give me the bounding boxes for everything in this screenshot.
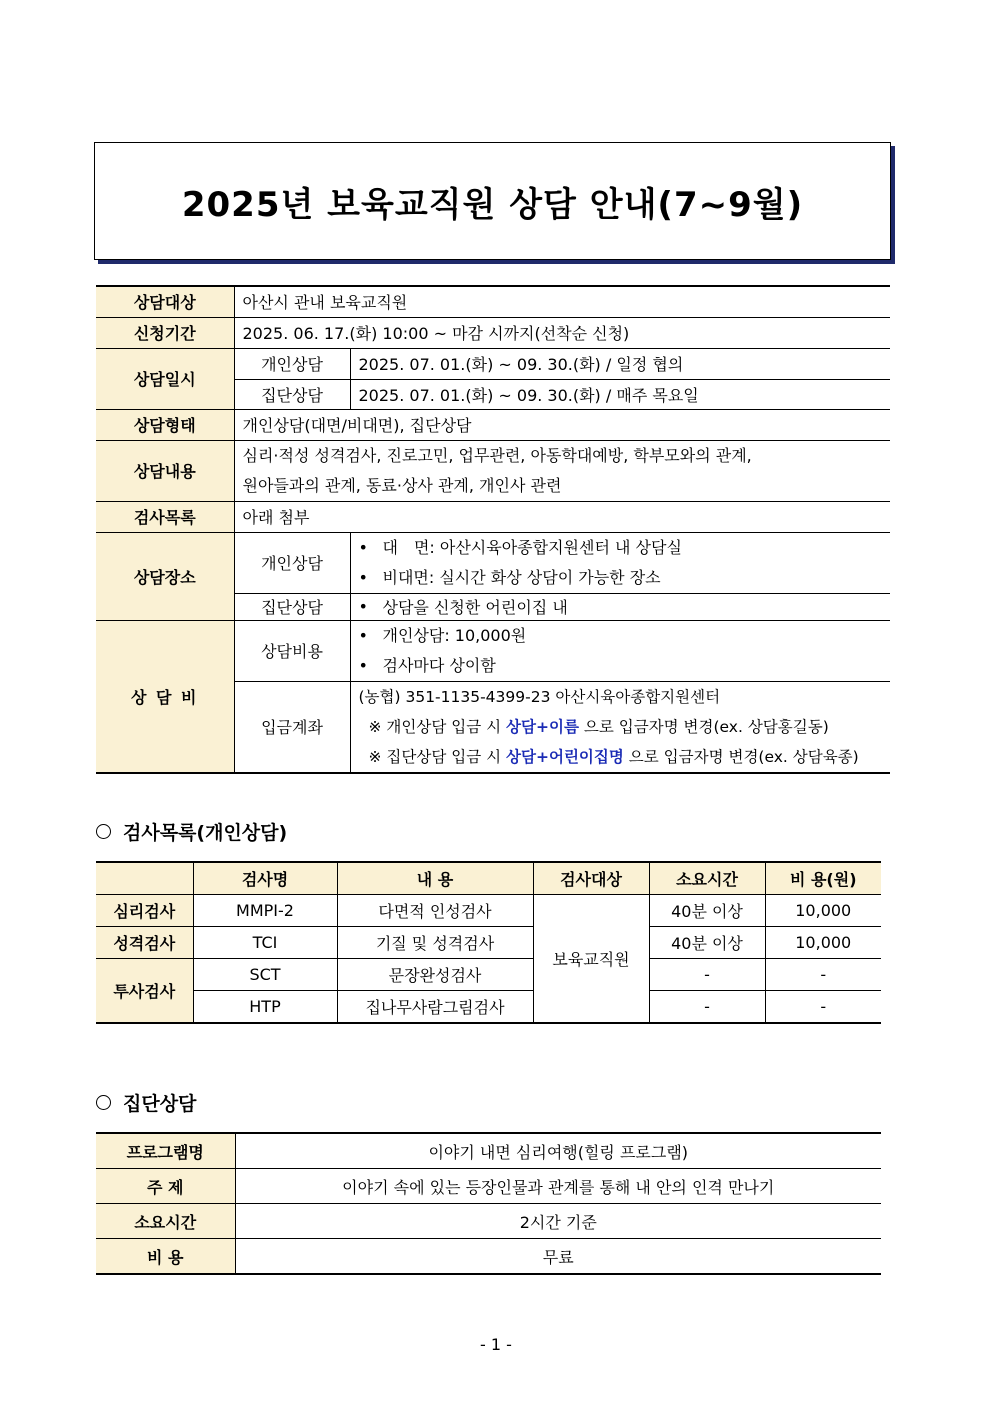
title-box — [94, 142, 891, 260]
fee-account-value — [350, 681, 890, 773]
note-group-pre: ※ 집단상담 입금 시 — [368, 747, 502, 766]
content-line-1: 심리·적성 성격검사, 진로고민, 업무관련, 아동학대예방, 학부모와의 관계, — [242, 445, 752, 465]
group-section-heading — [96, 1089, 196, 1116]
account-line: (농협) 351-1135-4399-23 아산시육아종합지원센터 — [358, 687, 721, 706]
fee-cost-1: 개인상담: 10,000원 — [382, 625, 527, 645]
header-cell: 검사명 — [193, 862, 337, 895]
test-category: 성격검사 — [96, 927, 193, 959]
table-row — [96, 991, 881, 1024]
test-category: 심리검사 — [96, 895, 193, 927]
group-value: 무료 — [235, 1239, 881, 1275]
test-desc: 기질 및 성격검사 — [337, 927, 533, 959]
group-label: 프로그램명 — [96, 1133, 235, 1169]
schedule-label: 상담일시 — [96, 348, 234, 409]
row-schedule-individual — [96, 348, 890, 379]
test-name: HTP — [193, 991, 337, 1024]
bullet-icon: • — [358, 537, 368, 557]
type-label: 상담형태 — [96, 409, 234, 440]
header-cell: 소요시간 — [649, 862, 765, 895]
note-group-post: 으로 입금자명 변경(ex. 상담육종) — [628, 747, 859, 766]
table-row — [96, 1169, 881, 1204]
note-individual-highlight: 상담+이름 — [506, 717, 579, 736]
fee-label: 상 담 비 — [96, 620, 234, 773]
group-heading-text: 집단상담 — [123, 1093, 197, 1115]
tests-section-heading — [96, 818, 287, 845]
test-desc: 집나무사람그림검사 — [337, 991, 533, 1024]
row-testlist — [96, 501, 890, 532]
test-time: - — [649, 991, 765, 1024]
fee-cost-2: 검사마다 상이함 — [382, 655, 496, 675]
table-row — [96, 927, 881, 959]
bullet-icon: • — [358, 655, 368, 675]
test-time: 40분 이상 — [649, 895, 765, 927]
content-value — [234, 440, 890, 501]
fee-account-label: 입금계좌 — [234, 681, 350, 773]
table-row — [96, 1133, 881, 1169]
test-desc: 문장완성검사 — [337, 959, 533, 991]
bullet-icon: • — [358, 597, 368, 616]
table-row — [96, 959, 881, 991]
info-table — [96, 285, 890, 774]
testlist-label: 검사목록 — [96, 501, 234, 532]
page-title: 2025년 보육교직원 상담 안내(7~9월) — [181, 184, 804, 225]
header-cell: 내 용 — [337, 862, 533, 895]
apply-value: 2025. 06. 17.(화) 10:00 ~ 마감 시까지(선착순 신청) — [234, 317, 890, 348]
note-individual-pre: ※ 개인상담 입금 시 — [368, 717, 502, 736]
bullet-icon: • — [358, 625, 368, 645]
place-group-value — [350, 593, 890, 620]
place-individual-1: 대 면: 아산시육아종합지원센터 내 상담실 — [382, 537, 682, 557]
test-desc: 다면적 인성검사 — [337, 895, 533, 927]
circle-bullet-icon — [96, 1095, 111, 1110]
bullet-item — [359, 533, 883, 563]
bullet-item — [359, 595, 883, 618]
target-value: 아산시 관내 보육교직원 — [234, 286, 890, 317]
schedule-group-label: 집단상담 — [234, 379, 350, 409]
note-group-highlight: 상담+어린이집명 — [506, 747, 624, 766]
test-cost: 10,000 — [765, 895, 881, 927]
test-target: 보육교직원 — [533, 895, 649, 1024]
header-cell — [96, 862, 193, 895]
type-value: 개인상담(대면/비대면), 집단상담 — [234, 409, 890, 440]
row-fee-cost — [96, 620, 890, 681]
apply-label: 신청기간 — [96, 317, 234, 348]
note-individual — [359, 712, 883, 742]
header-cell: 검사대상 — [533, 862, 649, 895]
test-name: MMPI-2 — [193, 895, 337, 927]
group-label: 소요시간 — [96, 1204, 235, 1239]
schedule-individual-label: 개인상담 — [234, 348, 350, 379]
tests-header-row — [96, 862, 881, 895]
row-target — [96, 286, 890, 317]
schedule-group-value: 2025. 07. 01.(화) ~ 09. 30.(화) / 매주 목요일 — [350, 379, 890, 409]
test-time: - — [649, 959, 765, 991]
test-name: SCT — [193, 959, 337, 991]
place-individual-value — [350, 532, 890, 593]
group-value: 이야기 속에 있는 등장인물과 관계를 통해 내 안의 인격 만나기 — [235, 1169, 881, 1204]
note-individual-post: 으로 입금자명 변경(ex. 상담홍길동) — [583, 717, 829, 736]
schedule-individual-value: 2025. 07. 01.(화) ~ 09. 30.(화) / 일정 협의 — [350, 348, 890, 379]
group-value: 2시간 기준 — [235, 1204, 881, 1239]
fee-cost-value — [350, 620, 890, 681]
group-table — [96, 1132, 881, 1275]
test-cost: - — [765, 991, 881, 1024]
content-line-2: 원아들과의 관계, 동료·상사 관계, 개인사 관련 — [242, 475, 562, 495]
bullet-icon: • — [358, 567, 368, 587]
row-type — [96, 409, 890, 440]
testlist-value: 아래 첨부 — [234, 501, 890, 532]
note-group — [359, 742, 883, 772]
test-cost: 10,000 — [765, 927, 881, 959]
bullet-item — [359, 621, 883, 651]
tests-heading-text: 검사목록(개인상담) — [123, 822, 288, 844]
target-label: 상담대상 — [96, 286, 234, 317]
tests-table — [96, 861, 881, 1024]
place-group-label: 집단상담 — [234, 593, 350, 620]
circle-bullet-icon — [96, 824, 111, 839]
bullet-item — [359, 563, 883, 593]
place-individual-label: 개인상담 — [234, 532, 350, 593]
test-category: 투사검사 — [96, 959, 193, 1024]
test-cost: - — [765, 959, 881, 991]
group-value: 이야기 내면 심리여행(힐링 프로그램) — [235, 1133, 881, 1169]
test-time: 40분 이상 — [649, 927, 765, 959]
header-cell: 비 용(원) — [765, 862, 881, 895]
place-group-1: 상담을 신청한 어린이집 내 — [382, 598, 568, 617]
group-label: 주 제 — [96, 1169, 235, 1204]
fee-cost-label: 상담비용 — [234, 620, 350, 681]
place-individual-2: 비대면: 실시간 화상 상담이 가능한 장소 — [382, 567, 661, 587]
table-row — [96, 1204, 881, 1239]
table-row — [96, 895, 881, 927]
place-label: 상담장소 — [96, 532, 234, 620]
test-name: TCI — [193, 927, 337, 959]
row-place-individual — [96, 532, 890, 593]
row-content — [96, 440, 890, 501]
group-label: 비 용 — [96, 1239, 235, 1275]
content-label: 상담내용 — [96, 440, 234, 501]
row-apply — [96, 317, 890, 348]
bullet-item — [359, 651, 883, 681]
table-row — [96, 1239, 881, 1275]
page-number: - 1 - — [480, 1335, 512, 1354]
